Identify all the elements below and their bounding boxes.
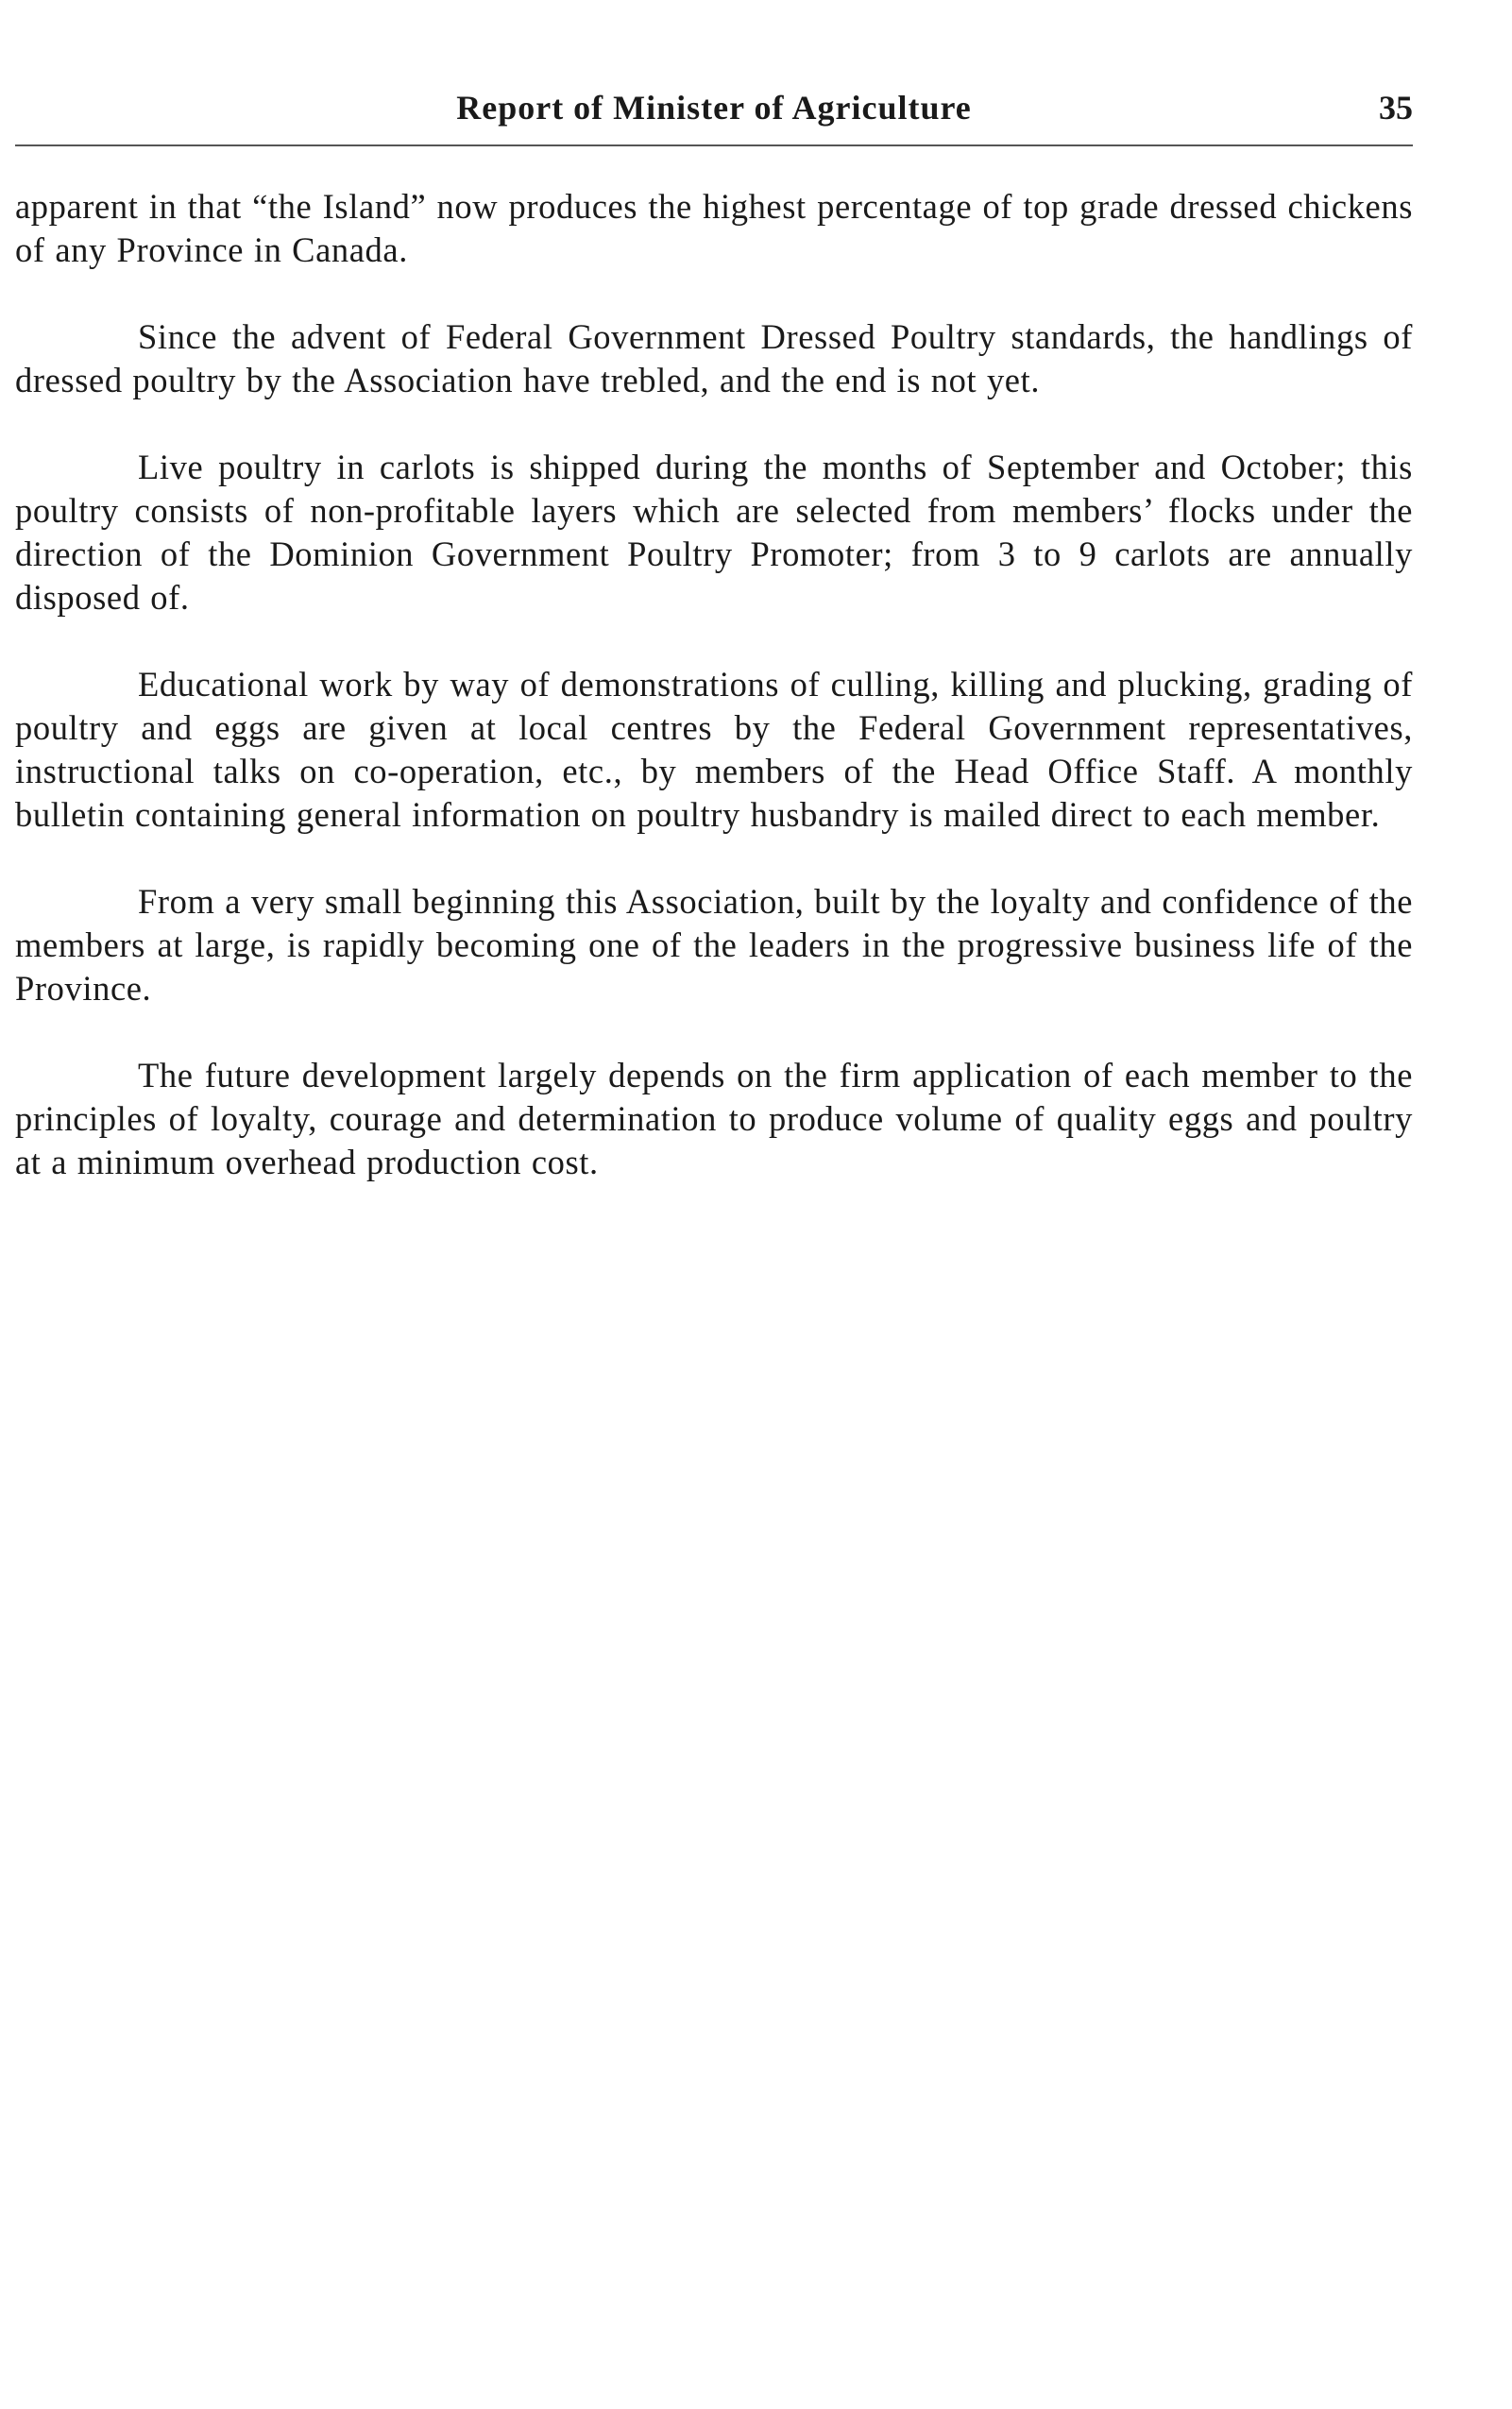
page-header: [15, 87, 1413, 144]
paragraph-future-development: The future development largely depends on the firm application of each member to the principles of loyalty, courage and determination to produce volume of quality eggs and poultry at a minimum overhead production cost.: [15, 1056, 1413, 1181]
paragraph-educational-work: Educational work by way of demonstrations of culling, killing and plucking, grading of poultry and eggs are given at local centres by the Federal Government representatives, instructional talks on co-operation, etc., by members of the Head Office Staff. A monthly bulletin containing general information on poultry husbandry is mailed direct to each member.: [15, 665, 1413, 834]
paragraph-association-growth: From a very small beginning this Association, built by the loyalty and confidence of the members at large, is rapidly becoming one of the leaders in the progressive business life of the Province.: [15, 882, 1413, 1008]
paragraph-continuation: apparent in that “the Island” now produces the highest percentage of top grade dressed chickens of any Province in Canada.: [15, 187, 1413, 269]
running-title: Report of Minister of Agriculture: [456, 89, 972, 127]
paragraph-live-poultry-carlots: Live poultry in carlots is shipped during the months of September and October; this poultry consists of non-profitable layers which are selected from members’ flocks under the direction of the Dominion Government Poultry Promoter; from 3 to 9 carlots are annually disposed of.: [15, 448, 1413, 617]
header-rule: [15, 144, 1413, 146]
paragraph-dressed-poultry-standards: Since the advent of Federal Government Dressed Poultry standards, the handlings of dressed poultry by the Association have trebled, and the end is not yet.: [15, 317, 1413, 399]
body-text: [15, 185, 1413, 1228]
page-number: 35: [1379, 89, 1413, 127]
